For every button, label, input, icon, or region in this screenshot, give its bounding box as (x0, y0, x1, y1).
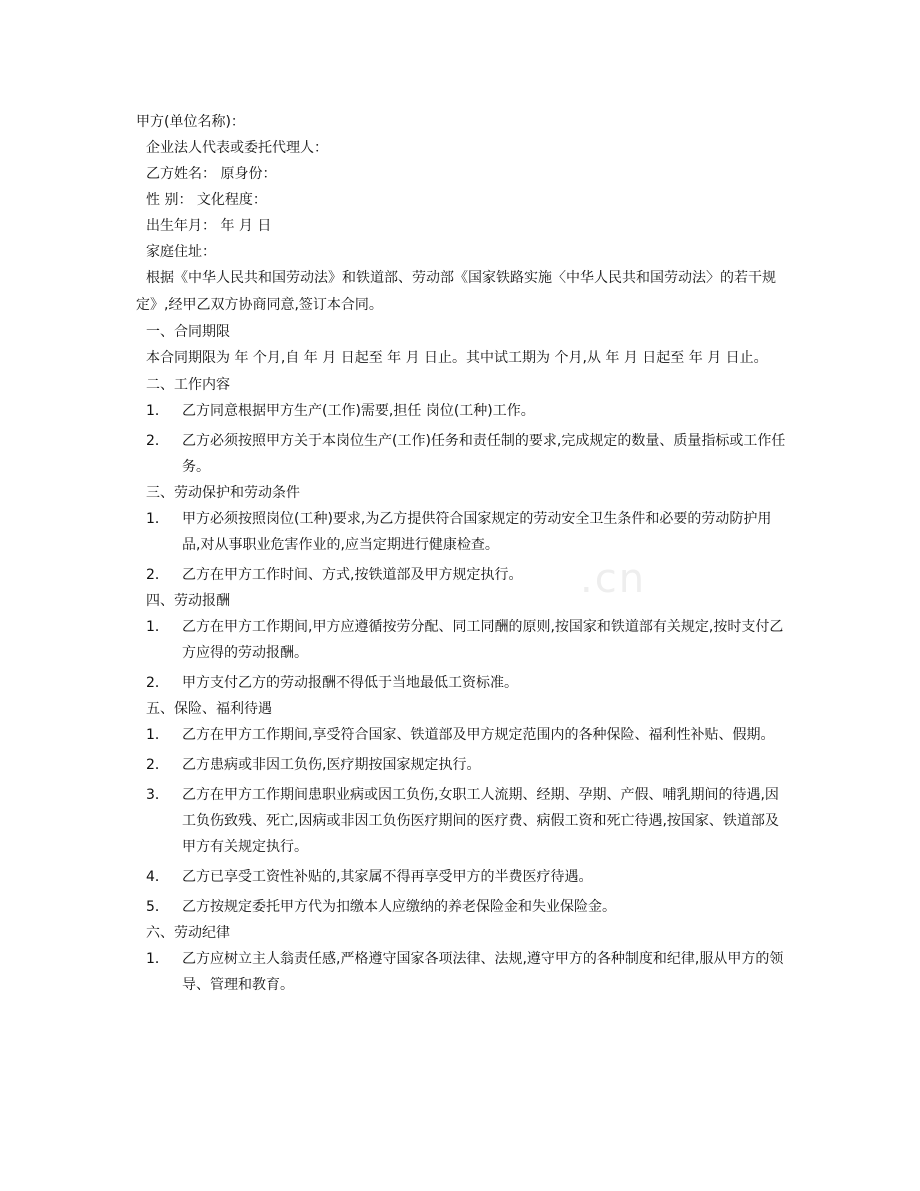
list-item (136, 428, 786, 480)
section-title: 四、劳动报酬 (146, 593, 230, 609)
item-number: 2． (146, 433, 169, 449)
section-title: 三、劳动保护和劳动条件 (146, 485, 300, 501)
item-text: 乙方在甲方工作期间,享受符合国家、铁道部及甲方规定范围内的各种保险、福利性补贴、假期。 (182, 727, 775, 743)
party-a-name: 甲方(单位名称)： (136, 114, 245, 130)
item-number: 3． (146, 787, 169, 803)
item-number: 2． (146, 757, 169, 773)
item-text: 乙方同意根据甲方生产(工作)需要,担任 岗位(工种)工作。 (182, 403, 535, 419)
gender-education: 性 别： 文化程度： (146, 192, 267, 208)
item-text: 乙方患病或非因工负伤,医疗期按国家规定执行。 (182, 757, 481, 773)
home-address: 家庭住址： (146, 244, 216, 260)
section-title: 二、工作内容 (146, 377, 230, 393)
section-title: 一、合同期限 (146, 324, 230, 340)
item-text: 乙方在甲方工作期间患职业病或因工负伤,女职工人流期、经期、孕期、产假、哺乳期间的待遇,因工负伤致残、死亡,因病或非因工负伤医疗期间的医疗费、病假工资和死亡待遇,按国家、铁道部及甲方有关规定执行。 (182, 787, 779, 855)
list-item (136, 506, 786, 558)
list-item (136, 894, 786, 920)
section-title: 五、保险、福利待遇 (146, 701, 272, 717)
item-text: 乙方必须按照甲方关于本岗位生产(工作)任务和责任制的要求,完成规定的数量、质量指标或工作任务。 (182, 433, 786, 475)
item-number: 5． (146, 899, 169, 915)
contract-sections (136, 323, 786, 998)
item-text: 乙方在甲方工作期间,甲方应遵循按劳分配、同工同酬的原则,按国家和铁道部有关规定,按时支付乙方应得的劳动报酬。 (182, 619, 784, 661)
item-text: 甲方支付乙方的劳动报酬不得低于当地最低工资标准。 (182, 675, 518, 691)
item-number: 1． (146, 619, 169, 635)
item-number: 2． (146, 675, 169, 691)
list-item (136, 614, 786, 666)
item-text: 乙方已享受工资性补贴的,其家属不得再享受甲方的半费医疗待遇。 (182, 869, 593, 885)
section-body: 本合同期限为 年 个月,自 年 月 日起至 年 月 日止。其中试工期为 个月,从 年 月 日起至 年 月 日止。 (146, 350, 768, 366)
item-text: 乙方在甲方工作时间、方式,按铁道部及甲方规定执行。 (182, 567, 523, 583)
birth-date: 出生年月： 年 月 日 (146, 218, 272, 234)
list-item (136, 398, 786, 424)
legal-representative: 企业法人代表或委托代理人： (146, 140, 328, 156)
section-title: 六、劳动纪律 (146, 925, 230, 941)
list-item (136, 864, 786, 890)
contract-page (136, 113, 786, 1002)
item-text: 甲方必须按照岗位(工种)要求,为乙方提供符合国家规定的劳动安全卫生条件和必要的劳动防护用品,对从事职业危害作业的,应当定期进行健康检查。 (182, 511, 772, 553)
item-text: 乙方应树立主人翁责任感,严格遵守国家各项法律、法规,遵守甲方的各种制度和纪律,服从甲方的领导、管理和教育。 (182, 951, 784, 993)
list-item (136, 946, 786, 998)
list-item (136, 752, 786, 778)
item-number: 2． (146, 567, 169, 583)
intro-paragraph: 根据《中华人民共和国劳动法》和铁道部、劳动部《国家铁路实施〈中华人民共和国劳动法〉的若干规定》,经甲乙双方协商同意,签订本合同。 (136, 270, 776, 313)
list-item (136, 670, 786, 696)
item-text: 乙方按规定委托甲方代为扣缴本人应缴纳的养老保险金和失业保险金。 (182, 899, 616, 915)
item-number: 4． (146, 869, 169, 885)
item-number: 1． (146, 403, 169, 419)
item-number: 1． (146, 951, 169, 967)
item-number: 1． (146, 511, 169, 527)
watermark-text: .cn (580, 556, 647, 602)
item-number: 1． (146, 727, 169, 743)
party-b-name: 乙方姓名： 原身份： (146, 166, 277, 182)
list-item (136, 782, 786, 860)
list-item (136, 562, 786, 588)
list-item (136, 722, 786, 748)
